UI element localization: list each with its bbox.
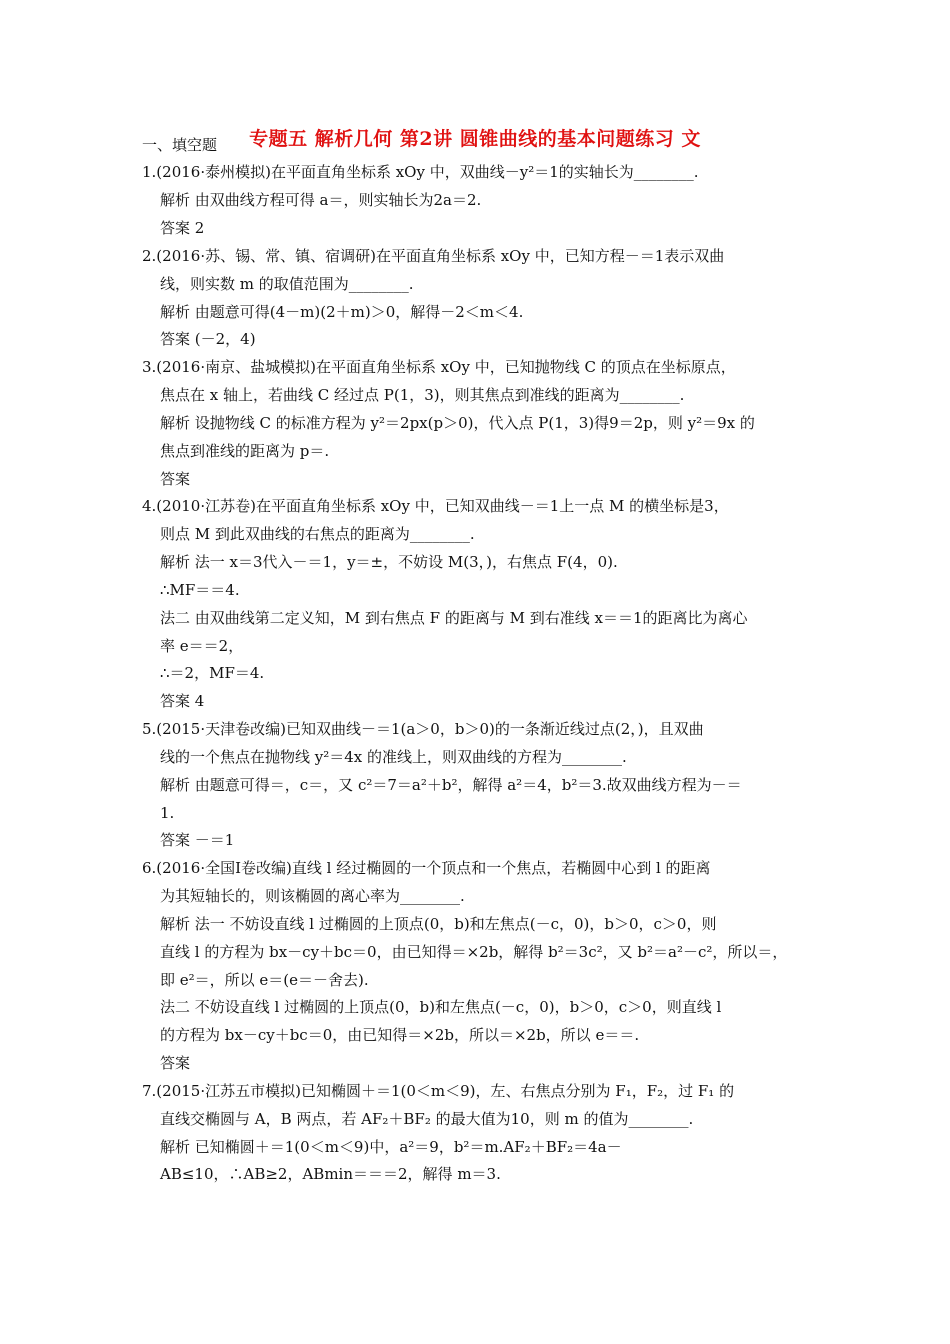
text-line: 的方程为 bx－cy＋bc＝0，由已知得＝×2b，所以＝×2b，所以 e＝＝. [160, 1026, 640, 1044]
text-line: 即 e²＝，所以 e＝(e＝－舍去). [160, 971, 369, 989]
text-line: 答案 4 [160, 692, 205, 710]
text-line: 线，则实数 m 的取值范围为________. [160, 275, 414, 293]
text-line: 6.(2016·全国Ⅰ卷改编)直线 l 经过椭圆的一个顶点和一个焦点，若椭圆中心到 l 的距离 [142, 859, 711, 877]
text-line: 为其短轴长的，则该椭圆的离心率为________. [160, 887, 465, 905]
text-line: 7.(2015·江苏五市模拟)已知椭圆＋＝1(0＜m＜9)，左、右焦点分别为 F₁，F₂，过 F₁ 的 [142, 1082, 735, 1100]
text-line: 答案 2 [160, 219, 205, 237]
text-line: 则点 M 到此双曲线的右焦点的距离为________. [160, 525, 475, 543]
text-line: 直线交椭圆与 A，B 两点，若 AF₂＋BF₂ 的最大值为10，则 m 的值为________. [160, 1110, 694, 1128]
text-line: 答案 [160, 1054, 191, 1072]
text-line: 答案 －＝1 [160, 831, 235, 849]
text-line: 解析 法一 不妨设直线 l 过椭圆的上顶点(0，b)和左焦点(－c，0)，b＞0，c＞0，则 [160, 915, 717, 933]
text-line: 答案 (－2，4) [160, 330, 256, 348]
text-line: 率 e＝＝2， [160, 637, 244, 655]
text-line: AB≤10，∴AB≥2，ABmin＝＝＝2，解得 m＝3. [160, 1165, 501, 1183]
text-line: 5.(2015·天津卷改编)已知双曲线－＝1(a＞0，b＞0)的一条渐近线过点(2，)，且双曲 [142, 720, 704, 738]
text-line: 4.(2010·江苏卷)在平面直角坐标系 xOy 中，已知双曲线－＝1上一点 M 的横坐标是3， [142, 497, 729, 515]
text-line: 法二 不妨设直线 l 过椭圆的上顶点(0，b)和左焦点(－c，0)，b＞0，c＞0，则直线 l [160, 998, 722, 1016]
text-line: 解析 由双曲线方程可得 a＝，则实轴长为2a＝2. [160, 191, 482, 209]
text-line: 2.(2016·苏、锡、常、镇、宿调研)在平面直角坐标系 xOy 中，已知方程－＝1表示双曲 [142, 247, 725, 265]
text-line: 焦点在 x 轴上，若曲线 C 经过点 P(1，3)，则其焦点到准线的距离为________. [160, 386, 685, 404]
text-line: 解析 法一 x＝3代入－＝1，y＝±，不妨设 M(3，)，右焦点 F(4，0). [160, 553, 618, 571]
text-line: 焦点到准线的距离为 p＝. [160, 442, 330, 460]
text-line: 解析 由题意可得＝，c＝，又 c²＝7＝a²＋b²，解得 a²＝4，b²＝3.故双曲线方程为－＝ [160, 776, 742, 794]
text-line: 3.(2016·南京、盐城模拟)在平面直角坐标系 xOy 中，已知抛物线 C 的顶点在坐标原点， [142, 358, 736, 376]
text-line: 一、填空题 [142, 136, 218, 154]
document-title: 专题五 解析几何 第2讲 圆锥曲线的基本问题练习 文 [249, 128, 701, 150]
text-line: ∴MF＝＝4. [160, 581, 240, 599]
text-line: 1.(2016·泰州模拟)在平面直角坐标系 xOy 中，双曲线－y²＝1的实轴长为________. [142, 163, 699, 181]
text-line: 答案 [160, 470, 191, 488]
text-line: ∴＝2，MF＝4. [160, 664, 265, 682]
text-line: 1. [160, 804, 175, 822]
text-line: 解析 设抛物线 C 的标准方程为 y²＝2px(p＞0)，代入点 P(1，3)得9＝2p，则 y²＝9x 的 [160, 414, 755, 432]
text-line: 解析 由题意可得(4－m)(2＋m)＞0，解得－2＜m＜4. [160, 303, 524, 321]
text-line: 法二 由双曲线第二定义知，M 到右焦点 F 的距离与 M 到右准线 x＝＝1的距离比为离心 [160, 609, 748, 627]
text-line: 直线 l 的方程为 bx－cy＋bc＝0，由已知得＝×2b，解得 b²＝3c²，又 b²＝a²－c²，所以＝， [160, 943, 788, 961]
text-line: 线的一个焦点在抛物线 y²＝4x 的准线上，则双曲线的方程为________. [160, 748, 627, 766]
text-line: 解析 已知椭圆＋＝1(0＜m＜9)中，a²＝9，b²＝m.AF₂＋BF₂＝4a－ [160, 1138, 622, 1156]
